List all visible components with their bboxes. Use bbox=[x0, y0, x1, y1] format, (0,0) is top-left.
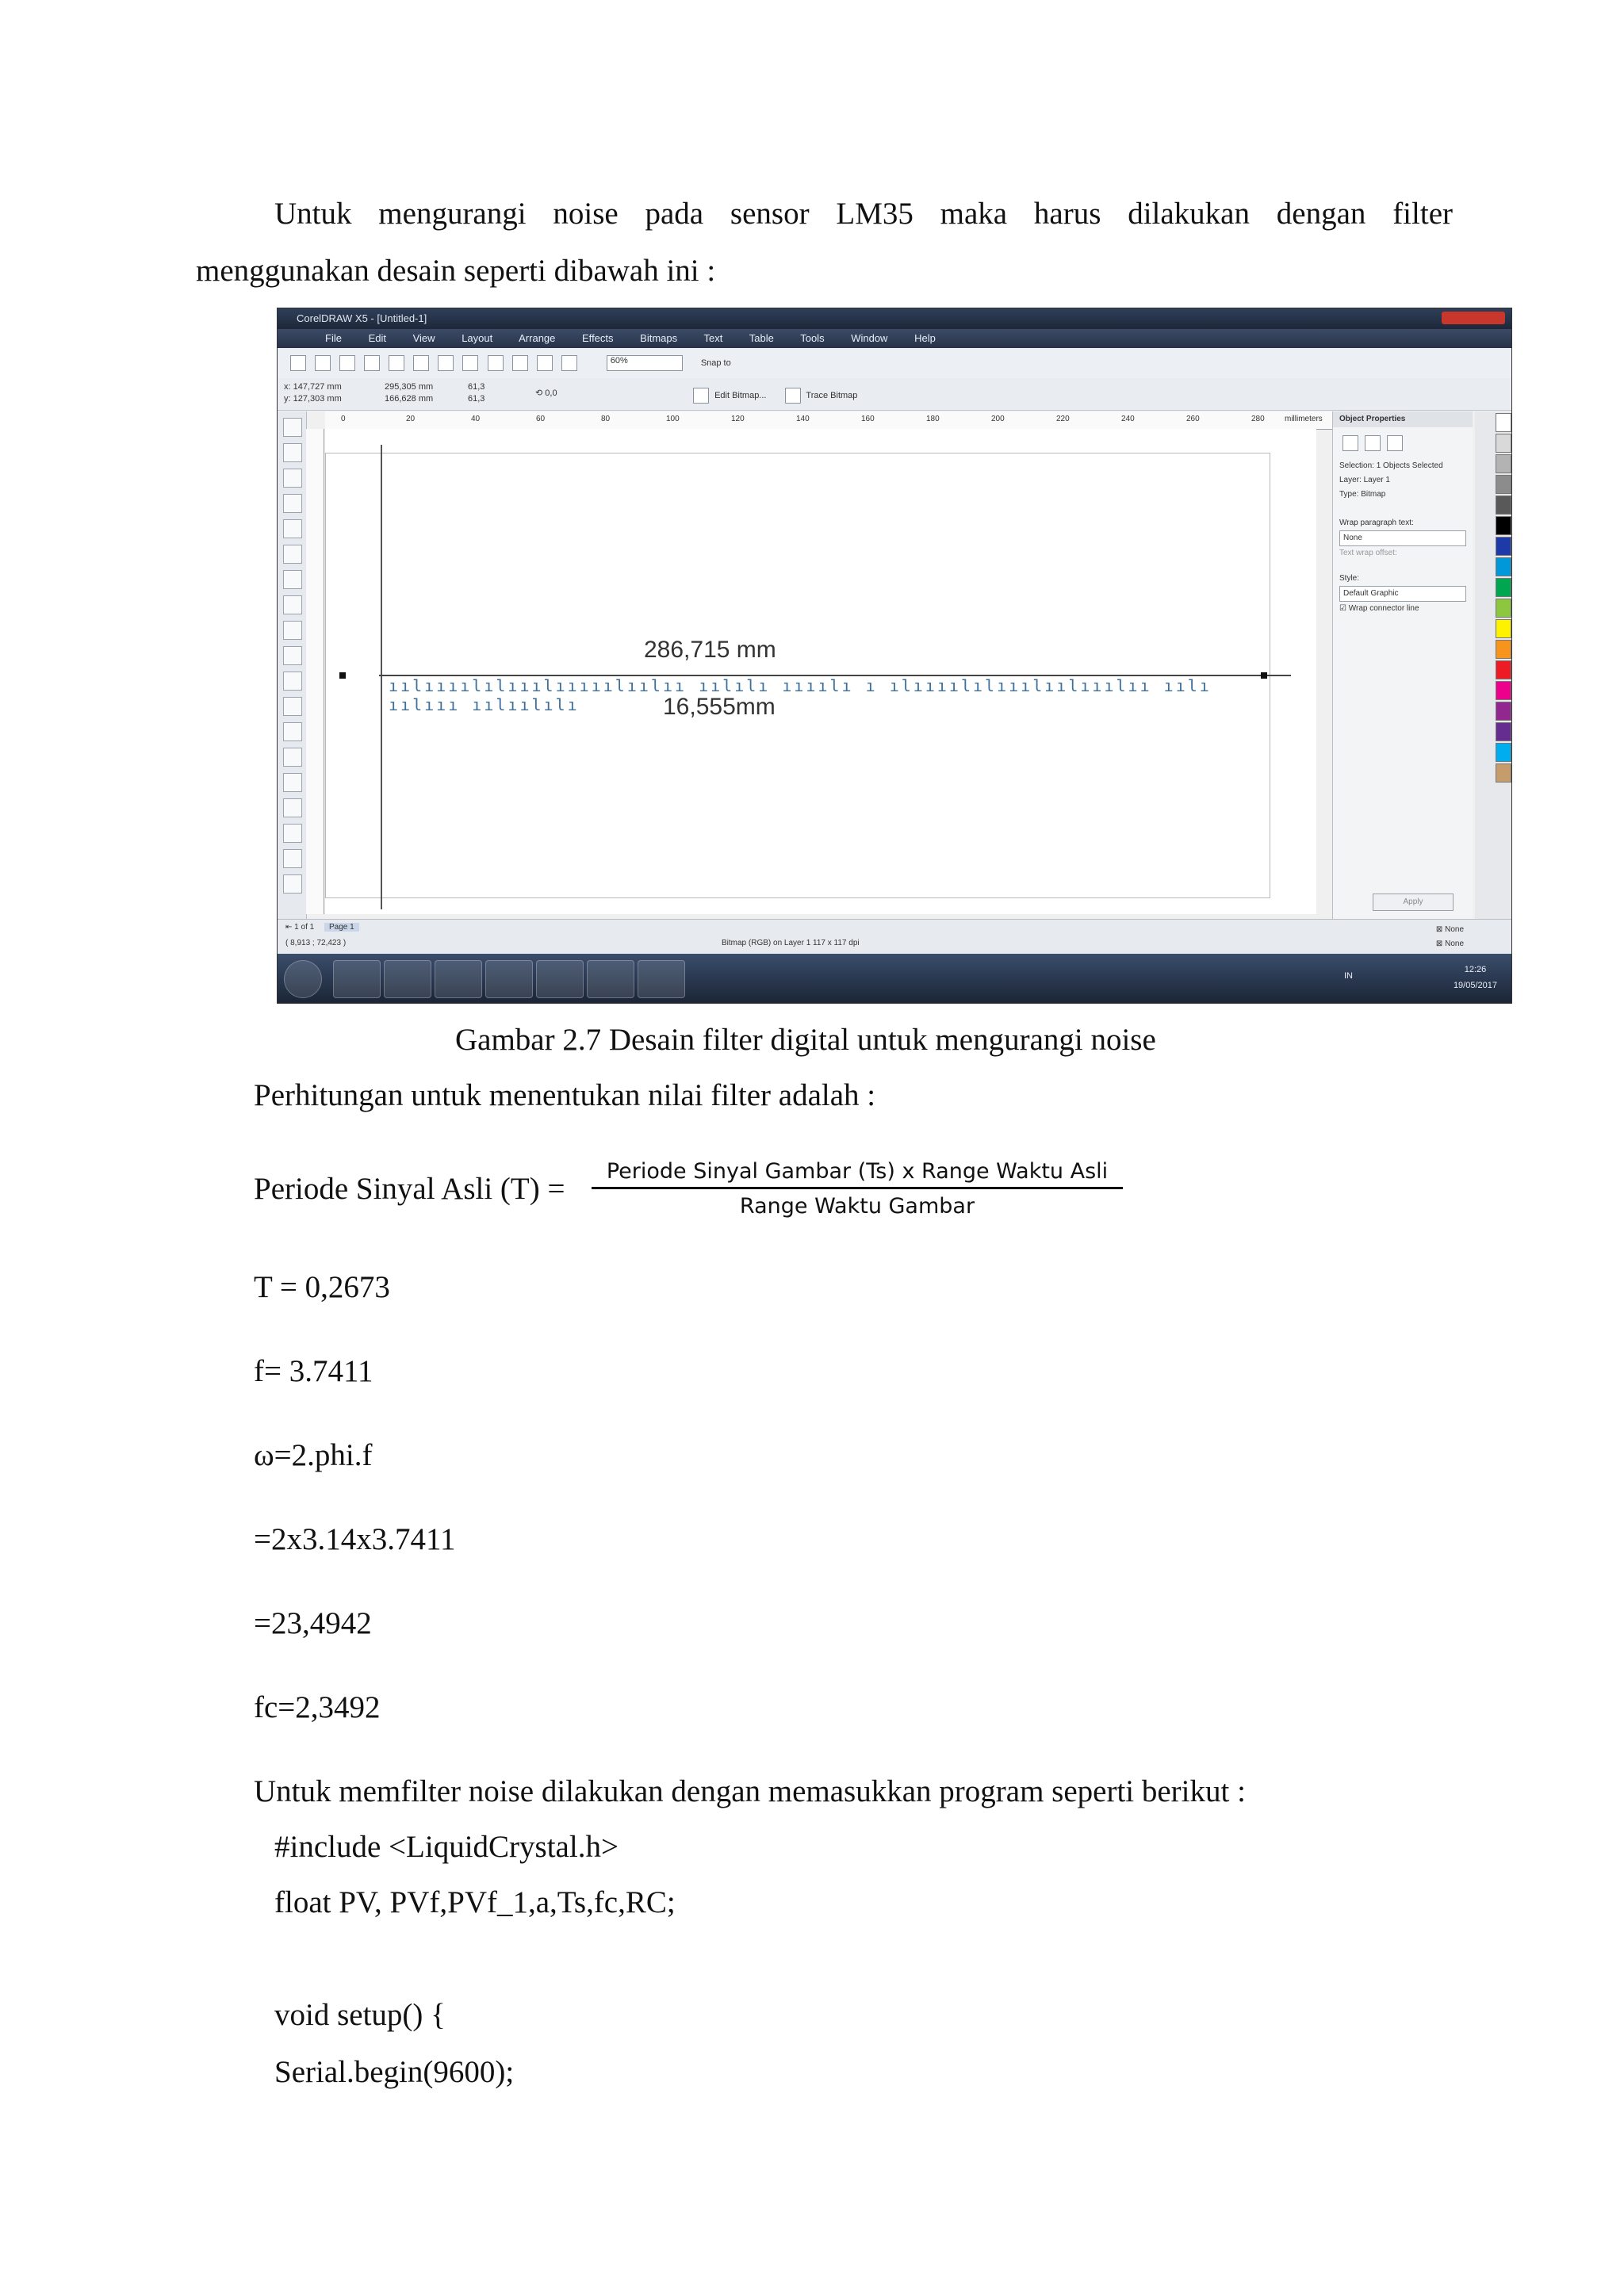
dimension-tool-icon[interactable] bbox=[283, 722, 302, 741]
code-line: #include <LiquidCrystal.h> bbox=[274, 1830, 619, 1864]
tools-icon[interactable] bbox=[587, 960, 634, 998]
window-controls[interactable] bbox=[1442, 312, 1505, 324]
outline-icon: ⊠ bbox=[1435, 939, 1443, 948]
export-icon[interactable] bbox=[537, 355, 553, 371]
windows-taskbar bbox=[278, 954, 1511, 1003]
property-bar bbox=[278, 378, 1511, 411]
position-y[interactable]: y: 127,303 mm bbox=[284, 394, 342, 404]
explorer-icon[interactable] bbox=[333, 960, 381, 998]
cut-icon[interactable] bbox=[389, 355, 404, 371]
menu-item[interactable]: Bitmaps bbox=[640, 332, 678, 344]
interactive-fill-icon[interactable] bbox=[283, 874, 302, 894]
fill-tab-icon[interactable] bbox=[1365, 435, 1381, 451]
type-label: Type: bbox=[1339, 490, 1359, 499]
edit-bitmap-icon[interactable] bbox=[693, 388, 709, 404]
ruler-tick: 220 bbox=[1056, 415, 1070, 423]
palette-swatch[interactable] bbox=[1496, 557, 1511, 576]
drawing-canvas[interactable] bbox=[325, 429, 1316, 914]
selection-handle[interactable] bbox=[339, 672, 346, 679]
ruler-tick: 140 bbox=[796, 415, 810, 423]
palette-swatch[interactable] bbox=[1496, 537, 1511, 556]
wrap-connector-label: Wrap connector line bbox=[1348, 604, 1419, 613]
page-first-icon[interactable]: ⇤ bbox=[285, 923, 293, 932]
ruler-tick: 40 bbox=[471, 415, 481, 423]
fill-tool-icon[interactable] bbox=[283, 849, 302, 868]
type-value: Bitmap bbox=[1361, 490, 1386, 499]
rotation-icon: ⟲ bbox=[535, 388, 543, 398]
scale-width[interactable]: 61,3 bbox=[468, 382, 485, 392]
ruler-tick: 200 bbox=[991, 415, 1005, 423]
color-palette bbox=[1475, 411, 1511, 919]
print-icon[interactable] bbox=[364, 355, 380, 371]
paragraph-line: menggunakan desain seperti dibawah ini : bbox=[196, 254, 716, 288]
ruler-tick: 20 bbox=[406, 415, 416, 423]
fill-value: None bbox=[1445, 925, 1464, 934]
horizontal-ruler bbox=[325, 411, 1332, 430]
connector-tool-icon[interactable] bbox=[283, 748, 302, 767]
code-line: Serial.begin(9600); bbox=[274, 2055, 515, 2089]
redo-icon[interactable] bbox=[488, 355, 504, 371]
toolbox bbox=[278, 411, 307, 919]
palette-swatch[interactable] bbox=[1496, 702, 1511, 721]
palette-swatch[interactable] bbox=[1496, 743, 1511, 762]
style-select[interactable]: Default Graphic bbox=[1339, 586, 1466, 602]
palette-swatch[interactable] bbox=[1496, 454, 1511, 473]
save-icon[interactable] bbox=[339, 355, 355, 371]
smart-fill-icon[interactable] bbox=[283, 545, 302, 564]
palette-swatch[interactable] bbox=[1496, 434, 1511, 453]
fraction-numerator: Periode Sinyal Gambar (Ts) x Range Waktu Asli bbox=[592, 1159, 1123, 1189]
ruler-tick: 180 bbox=[926, 415, 940, 423]
object-info: Bitmap (RGB) on Layer 1 117 x 117 dpi bbox=[722, 939, 860, 947]
trace-bitmap-button[interactable]: Trace Bitmap bbox=[806, 390, 858, 400]
palette-swatch[interactable] bbox=[1496, 763, 1511, 783]
text-tool-icon[interactable] bbox=[283, 672, 302, 691]
palette-swatch[interactable] bbox=[1496, 516, 1511, 535]
folder-icon[interactable] bbox=[435, 960, 482, 998]
language-indicator[interactable]: IN bbox=[1344, 971, 1353, 981]
vertical-ruler bbox=[306, 429, 324, 914]
object-height[interactable]: 166,628 mm bbox=[385, 394, 434, 404]
clock-date: 19/05/2017 bbox=[1453, 981, 1497, 990]
checkbox-icon[interactable]: ☑ bbox=[1339, 604, 1346, 613]
palette-swatch[interactable] bbox=[1496, 619, 1511, 638]
palette-swatch[interactable] bbox=[1496, 413, 1511, 432]
coreldraw-icon[interactable] bbox=[638, 960, 685, 998]
fraction bbox=[592, 1159, 1123, 1219]
wrap-label: Wrap paragraph text: bbox=[1339, 519, 1414, 527]
status-bar bbox=[278, 919, 1511, 955]
cursor-coordinates: ( 8,913 ; 72,423 ) bbox=[285, 939, 347, 947]
calc-intro: Perhitungan untuk menentukan nilai filter adalah : bbox=[254, 1078, 876, 1112]
menu-item[interactable]: Arrange bbox=[519, 332, 556, 344]
figure-caption: Gambar 2.7 Desain filter digital untuk mengurangi noise bbox=[455, 1023, 1156, 1057]
menu-item[interactable]: Help bbox=[914, 332, 936, 344]
wrap-select[interactable]: None bbox=[1339, 530, 1466, 546]
selection-value: 1 Objects Selected bbox=[1376, 461, 1443, 470]
edit-bitmap-button[interactable]: Edit Bitmap... bbox=[714, 390, 767, 400]
ruler-tick: 160 bbox=[861, 415, 875, 423]
palette-swatch[interactable] bbox=[1496, 475, 1511, 494]
ruler-tick: 60 bbox=[536, 415, 546, 423]
ruler-tick: 100 bbox=[666, 415, 680, 423]
menu-item[interactable]: Tools bbox=[800, 332, 825, 344]
app-launcher-icon[interactable] bbox=[561, 355, 577, 371]
code-line: float PV, PVf,PVf_1,a,Ts,fc,RC; bbox=[274, 1885, 676, 1919]
equation-omega: ω=2.phi.f bbox=[254, 1438, 373, 1472]
word-icon[interactable] bbox=[485, 960, 533, 998]
signal-waveform: ıılıııılılııılııııılıılıı ıılılı ıııılı ı ılıııılılııılıılııılıı ıılı ıılııı ıılıılılı bbox=[389, 676, 1212, 714]
shape-tool-icon[interactable] bbox=[283, 443, 302, 462]
figure-screenshot bbox=[277, 308, 1512, 1004]
position-x[interactable]: x: 147,727 mm bbox=[284, 382, 342, 392]
program-intro: Untuk memfilter noise dilakukan dengan memasukkan program seperti berikut : bbox=[254, 1774, 1246, 1808]
open-icon[interactable] bbox=[315, 355, 331, 371]
palette-swatch[interactable] bbox=[1496, 640, 1511, 659]
layer-label: Layer: bbox=[1339, 476, 1362, 484]
palette-swatch[interactable] bbox=[1496, 496, 1511, 515]
apply-button[interactable]: Apply bbox=[1373, 894, 1454, 911]
docker-title: Object Properties bbox=[1333, 411, 1473, 427]
ruler-tick: 120 bbox=[731, 415, 745, 423]
paragraph-line: Untuk mengurangi noise pada sensor LM35 maka harus dilakukan dengan filter bbox=[274, 197, 1453, 231]
code-line: void setup() { bbox=[274, 1998, 446, 2032]
menu-item[interactable]: Text bbox=[703, 332, 723, 344]
text-wrap-offset-label: Text wrap offset: bbox=[1339, 549, 1397, 557]
zoom-level-select[interactable]: 60% bbox=[607, 355, 683, 371]
menu-item[interactable]: File bbox=[325, 332, 342, 344]
new-icon[interactable] bbox=[290, 355, 306, 371]
standard-toolbar bbox=[278, 348, 1511, 379]
freehand-tool-icon[interactable] bbox=[283, 519, 302, 538]
equation-step: =23,4942 bbox=[254, 1606, 372, 1640]
palette-swatch[interactable] bbox=[1496, 578, 1511, 597]
trace-bitmap-icon[interactable] bbox=[785, 388, 801, 404]
basic-shapes-icon[interactable] bbox=[283, 646, 302, 665]
table-tool-icon[interactable] bbox=[283, 697, 302, 716]
ruler-tick: 280 bbox=[1251, 415, 1265, 423]
ruler-tick: 80 bbox=[601, 415, 611, 423]
eyedropper-icon[interactable] bbox=[283, 798, 302, 817]
ellipse-tool-icon[interactable] bbox=[283, 595, 302, 614]
ruler-tick: 0 bbox=[341, 415, 346, 423]
menu-bar bbox=[278, 329, 1511, 348]
menu-item[interactable]: Layout bbox=[462, 332, 493, 344]
menu-item[interactable]: View bbox=[412, 332, 435, 344]
crop-tool-icon[interactable] bbox=[283, 469, 302, 488]
palette-swatch[interactable] bbox=[1496, 681, 1511, 700]
dimension-label-top: 286,715 mm bbox=[644, 637, 776, 663]
page-counter: 1 of 1 bbox=[294, 923, 315, 932]
snap-to-dropdown[interactable]: Snap to bbox=[700, 358, 731, 368]
acrobat-icon[interactable] bbox=[536, 960, 584, 998]
equation-step: =2x3.14x3.7411 bbox=[254, 1522, 456, 1556]
dimension-line-vertical bbox=[381, 445, 382, 909]
outline-tab-icon[interactable] bbox=[1387, 435, 1403, 451]
chrome-icon[interactable] bbox=[384, 960, 431, 998]
app-title-bar bbox=[278, 308, 1511, 329]
outline-pen-icon[interactable] bbox=[283, 824, 302, 843]
undo-icon[interactable] bbox=[462, 355, 478, 371]
fill-icon: ⊠ bbox=[1435, 925, 1443, 934]
rotation-angle[interactable]: 0,0 bbox=[545, 388, 557, 398]
rectangle-tool-icon[interactable] bbox=[283, 570, 302, 589]
page-tab[interactable]: Page 1 bbox=[324, 923, 359, 932]
paste-icon[interactable] bbox=[438, 355, 454, 371]
menu-item[interactable]: Window bbox=[851, 332, 888, 344]
menu-item[interactable]: Table bbox=[749, 332, 774, 344]
app-title: CorelDRAW X5 - [Untitled-1] bbox=[297, 312, 427, 324]
palette-swatch[interactable] bbox=[1496, 660, 1511, 679]
equation-fc: fc=2,3492 bbox=[254, 1690, 381, 1724]
palette-swatch[interactable] bbox=[1496, 599, 1511, 618]
ruler-tick: 240 bbox=[1121, 415, 1135, 423]
formula-lhs: Periode Sinyal Asli (T) = bbox=[254, 1172, 565, 1206]
start-button[interactable] bbox=[284, 960, 322, 998]
menu-item[interactable]: Effects bbox=[582, 332, 614, 344]
ruler-tick: 260 bbox=[1186, 415, 1200, 423]
object-width[interactable]: 295,305 mm bbox=[385, 382, 434, 392]
dimension-label-bottom: 16,555mm bbox=[663, 694, 776, 720]
ruler-unit: millimeters bbox=[1285, 415, 1323, 423]
general-tab-icon[interactable] bbox=[1342, 435, 1358, 451]
zoom-tool-icon[interactable] bbox=[283, 494, 302, 513]
outline-value: None bbox=[1445, 939, 1464, 948]
copy-icon[interactable] bbox=[413, 355, 429, 371]
style-label: Style: bbox=[1339, 574, 1360, 583]
clock-time: 12:26 bbox=[1464, 965, 1487, 974]
blend-tool-icon[interactable] bbox=[283, 773, 302, 792]
menu-item[interactable]: Edit bbox=[368, 332, 386, 344]
layer-value: Layer 1 bbox=[1363, 476, 1390, 484]
fraction-denominator: Range Waktu Gambar bbox=[739, 1194, 975, 1219]
object-properties-docker bbox=[1332, 411, 1473, 919]
pick-tool-icon[interactable] bbox=[283, 418, 302, 437]
equation-f: f= 3.7411 bbox=[254, 1354, 373, 1388]
equation-t: T = 0,2673 bbox=[254, 1270, 390, 1304]
selection-label: Selection: bbox=[1339, 461, 1374, 470]
palette-swatch[interactable] bbox=[1496, 722, 1511, 741]
scale-height[interactable]: 61,3 bbox=[468, 394, 485, 404]
import-icon[interactable] bbox=[512, 355, 528, 371]
polygon-tool-icon[interactable] bbox=[283, 621, 302, 640]
taskbar-clock[interactable] bbox=[1454, 962, 1497, 993]
